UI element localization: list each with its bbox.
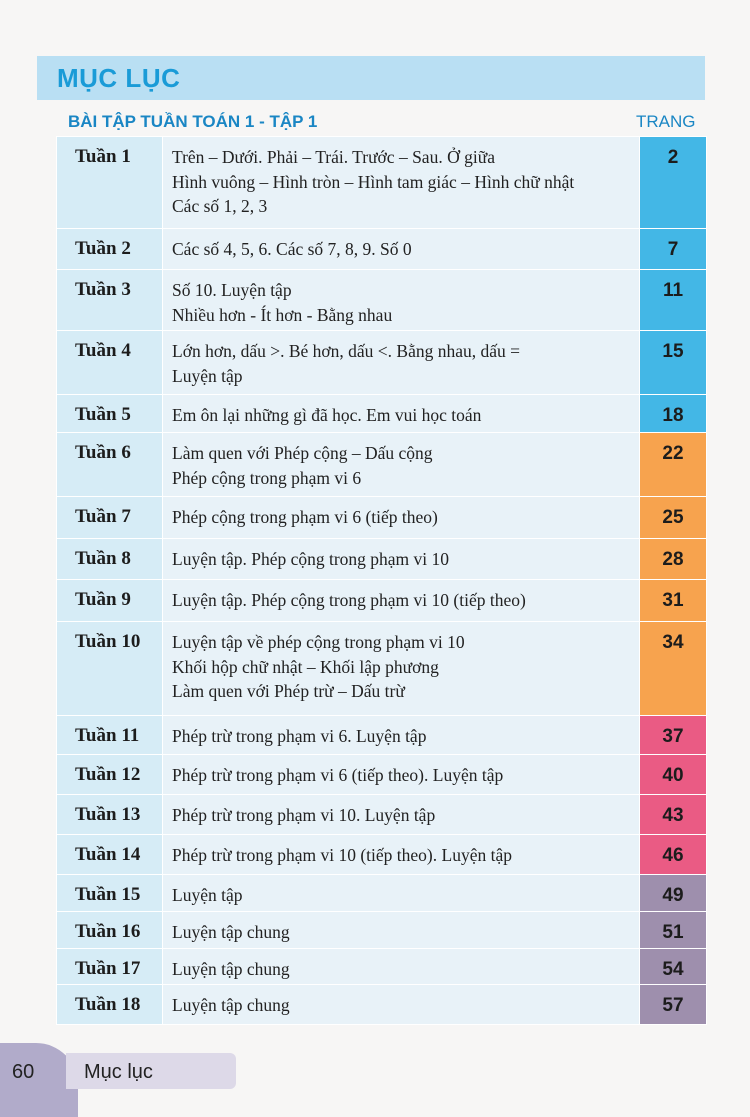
week-content <box>163 835 640 875</box>
week-content <box>163 395 640 433</box>
page-number-cell: 43 <box>640 795 707 835</box>
page-number-cell: 28 <box>640 539 707 580</box>
page-number-cell: 51 <box>640 912 707 949</box>
topic-line: Các số 4, 5, 6. Các số 7, 8, 9. Số 0 <box>172 239 412 259</box>
page-number-cell: 54 <box>640 949 707 985</box>
footer-section-label: Mục lục <box>84 1061 153 1083</box>
toc-row[interactable] <box>57 835 707 875</box>
topic-line: Nhiều hơn - Ít hơn - Bằng nhau <box>172 304 393 325</box>
toc-row[interactable] <box>57 395 707 433</box>
toc-row[interactable] <box>57 433 707 497</box>
week-label: Tuần 1 <box>57 137 163 229</box>
week-label: Tuần 2 <box>57 229 163 270</box>
toc-row[interactable] <box>57 985 707 1025</box>
topic-line: Trên – Dưới. Phải – Trái. Trước – Sau. Ở giữa <box>172 147 495 167</box>
toc-row[interactable] <box>57 875 707 912</box>
page-number-cell: 57 <box>640 985 707 1025</box>
toc-row[interactable] <box>57 622 707 716</box>
week-label: Tuần 16 <box>57 912 163 949</box>
header-bar <box>37 56 705 100</box>
week-content <box>163 497 640 539</box>
page-number-cell: 49 <box>640 875 707 912</box>
page-number-cell: 15 <box>640 331 707 395</box>
topic-line: Làm quen với Phép trừ – Dấu trừ <box>172 681 405 701</box>
topic-line: Luyện tập về phép cộng trong phạm vi 10 <box>172 632 465 652</box>
topic-line: Luyện tập. Phép cộng trong phạm vi 10 <box>172 549 450 569</box>
toc-row[interactable] <box>57 755 707 795</box>
week-content <box>163 270 640 331</box>
topic-line: Làm quen với Phép cộng – Dấu cộng <box>172 443 433 463</box>
page-number-cell: 40 <box>640 755 707 795</box>
week-content <box>163 755 640 795</box>
topic-line: Phép trừ trong phạm vi 10 (tiếp theo). Luyện tập <box>172 845 512 865</box>
page-title: MỤC LỤC <box>57 62 181 93</box>
topic-line: Hình vuông – Hình tròn – Hình tam giác – Hình chữ nhật <box>172 171 575 192</box>
page-column-header: TRANG <box>636 112 696 131</box>
week-label: Tuần 3 <box>57 270 163 331</box>
toc-row[interactable] <box>57 912 707 949</box>
topic-line: Luyện tập chung <box>172 959 290 979</box>
toc-row[interactable] <box>57 580 707 622</box>
toc-row[interactable] <box>57 229 707 270</box>
toc-row[interactable] <box>57 137 707 229</box>
page-number-cell: 18 <box>640 395 707 433</box>
topic-line: Luyện tập. Phép cộng trong phạm vi 10 (tiếp theo) <box>172 590 526 610</box>
page-number-cell: 25 <box>640 497 707 539</box>
week-content <box>163 912 640 949</box>
topic-line: Khối hộp chữ nhật – Khối lập phương <box>172 656 439 677</box>
topic-line: Các số 1, 2, 3 <box>172 196 268 216</box>
page-number-cell: 2 <box>640 137 707 229</box>
page-number: 60 <box>12 1061 35 1083</box>
toc-row[interactable] <box>57 270 707 331</box>
topic-line: Phép cộng trong phạm vi 6 <box>172 467 362 488</box>
week-label: Tuần 15 <box>57 875 163 912</box>
week-content <box>163 716 640 755</box>
toc-row[interactable] <box>57 497 707 539</box>
page-number-cell: 31 <box>640 580 707 622</box>
page-number-cell: 34 <box>640 622 707 716</box>
week-label: Tuần 10 <box>57 622 163 716</box>
toc-row[interactable] <box>57 716 707 755</box>
topic-line: Luyện tập <box>172 885 243 905</box>
week-content <box>163 949 640 985</box>
page-number-cell: 7 <box>640 229 707 270</box>
week-label: Tuần 18 <box>57 985 163 1025</box>
topic-line: Phép trừ trong phạm vi 6 (tiếp theo). Luyện tập <box>172 765 504 785</box>
topic-line: Phép cộng trong phạm vi 6 (tiếp theo) <box>172 507 438 527</box>
page-number-cell: 11 <box>640 270 707 331</box>
topic-line: Phép trừ trong phạm vi 6. Luyện tập <box>172 726 427 746</box>
week-label: Tuần 12 <box>57 755 163 795</box>
week-content <box>163 875 640 912</box>
topic-line: Phép trừ trong phạm vi 10. Luyện tập <box>172 805 436 825</box>
topic-line: Luyện tập chung <box>172 922 290 942</box>
week-content <box>163 622 640 716</box>
toc-table <box>56 136 707 1025</box>
week-content <box>163 331 640 395</box>
topic-line: Số 10. Luyện tập <box>172 280 292 300</box>
week-content <box>163 137 640 229</box>
toc-row[interactable] <box>57 539 707 580</box>
topic-line: Luyện tập chung <box>172 995 290 1015</box>
topic-line: Em ôn lại những gì đã học. Em vui học toán <box>172 405 482 425</box>
week-label: Tuần 5 <box>57 395 163 433</box>
week-content <box>163 539 640 580</box>
week-label: Tuần 17 <box>57 949 163 985</box>
topic-line: Lớn hơn, dấu >. Bé hơn, dấu <. Bằng nhau, dấu = <box>172 341 521 361</box>
week-content <box>163 580 640 622</box>
week-content <box>163 229 640 270</box>
topic-line: Luyện tập <box>172 365 243 386</box>
week-label: Tuần 14 <box>57 835 163 875</box>
week-label: Tuần 7 <box>57 497 163 539</box>
toc-row[interactable] <box>57 795 707 835</box>
page-number-cell: 22 <box>640 433 707 497</box>
page-number-cell: 37 <box>640 716 707 755</box>
book-title: BÀI TẬP TUẦN TOÁN 1 - TẬP 1 <box>68 112 318 131</box>
toc-row[interactable] <box>57 331 707 395</box>
week-content <box>163 433 640 497</box>
week-label: Tuần 9 <box>57 580 163 622</box>
week-content <box>163 985 640 1025</box>
page-number-cell: 46 <box>640 835 707 875</box>
toc-row[interactable] <box>57 949 707 985</box>
week-content <box>163 795 640 835</box>
week-label: Tuần 6 <box>57 433 163 497</box>
week-label: Tuần 11 <box>57 716 163 755</box>
week-label: Tuần 13 <box>57 795 163 835</box>
week-label: Tuần 4 <box>57 331 163 395</box>
week-label: Tuần 8 <box>57 539 163 580</box>
